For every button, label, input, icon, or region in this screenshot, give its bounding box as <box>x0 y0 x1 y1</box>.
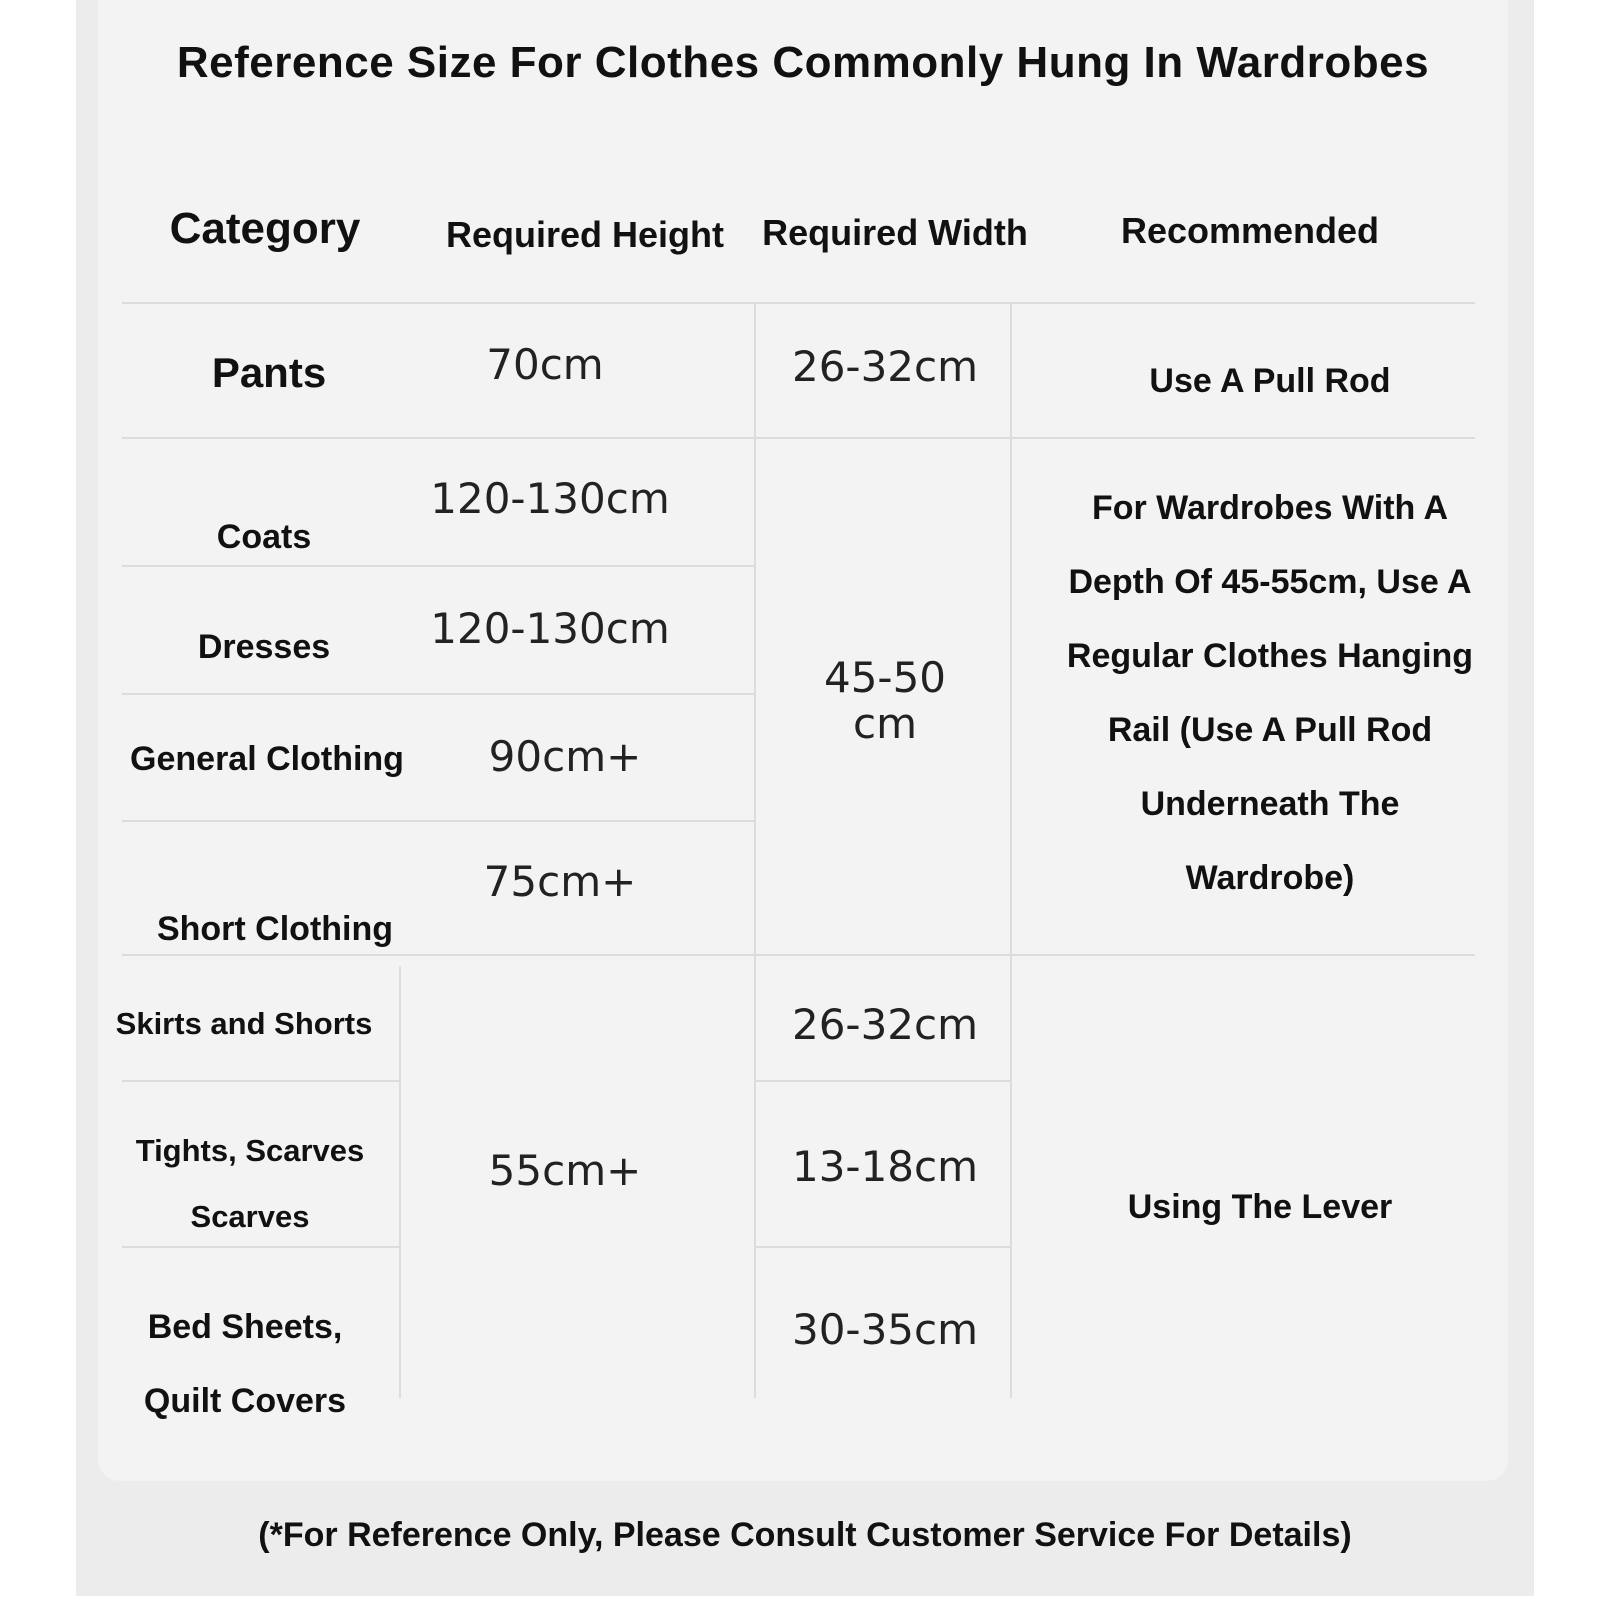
width-hanging-unit: cm <box>852 699 917 748</box>
page-title: Reference Size For Clothes Commonly Hung In Wardrobes <box>176 38 1430 87</box>
header-recommended: Recommended <box>1120 210 1380 251</box>
category-bed-sheets-line2: Quilt Covers <box>143 1382 347 1420</box>
recommended-line: Depth Of 45-55cm, Use A <box>1068 563 1472 601</box>
width-skirts-and-shorts: 26-32cm <box>791 1000 979 1049</box>
header-category: Category <box>169 204 361 253</box>
height-folding-group: 55cm+ <box>488 1146 642 1195</box>
column-divider <box>754 302 756 1398</box>
header-required-height: Required Height <box>445 214 724 255</box>
recommended-line: Rail (Use A Pull Rod <box>1107 711 1433 749</box>
width-bed-sheets: 30-35cm <box>791 1305 979 1354</box>
height-coats: 120-130cm <box>430 474 670 523</box>
height-pants: 70cm <box>486 340 604 389</box>
width-hanging-group <box>760 655 1010 747</box>
category-bed-sheets <box>110 1290 380 1438</box>
category-short-clothing: Short Clothing <box>156 910 394 948</box>
row-divider <box>122 1080 400 1082</box>
recommended-line: For Wardrobes With A <box>1091 489 1449 527</box>
height-short-clothing: 75cm+ <box>483 857 637 906</box>
height-general-clothing: 90cm+ <box>488 732 642 781</box>
category-pants: Pants <box>211 349 327 396</box>
category-general-clothing: General Clothing <box>130 740 404 778</box>
category-skirts-and-shorts: Skirts and Shorts <box>115 1006 373 1041</box>
recommended-pants: Use A Pull Rod <box>1149 362 1391 400</box>
row-divider <box>754 1246 1012 1248</box>
header-divider <box>122 302 1475 304</box>
recommended-line: Underneath The <box>1140 785 1400 823</box>
recommended-hanging-group <box>1020 471 1520 915</box>
category-tights-scarves <box>110 1118 390 1250</box>
recommended-line: Wardrobe) <box>1185 859 1355 897</box>
width-hanging-value: 45-50 <box>823 653 947 702</box>
row-divider <box>122 820 754 822</box>
category-coats: Coats <box>216 518 312 556</box>
category-bed-sheets-line1: Bed Sheets, <box>147 1308 343 1346</box>
row-divider <box>122 565 754 567</box>
category-dresses: Dresses <box>197 628 331 666</box>
category-tights-line2: Scarves <box>190 1199 310 1234</box>
recommended-line: Regular Clothes Hanging <box>1066 637 1474 675</box>
column-divider <box>1010 302 1012 1398</box>
width-tights-scarves: 13-18cm <box>791 1142 979 1191</box>
row-divider <box>122 693 754 695</box>
width-pants: 26-32cm <box>791 342 979 391</box>
footer-note: (*For Reference Only, Please Consult Customer Service For Details) <box>258 1516 1352 1554</box>
row-divider <box>122 437 1475 439</box>
category-tights-line1: Tights, Scarves <box>135 1133 365 1168</box>
header-required-width: Required Width <box>762 212 1028 253</box>
height-dresses: 120-130cm <box>430 604 670 653</box>
row-divider <box>122 954 1475 956</box>
column-divider <box>399 966 401 1398</box>
row-divider <box>754 1080 1012 1082</box>
recommended-folding-group: Using The Lever <box>1127 1188 1393 1226</box>
